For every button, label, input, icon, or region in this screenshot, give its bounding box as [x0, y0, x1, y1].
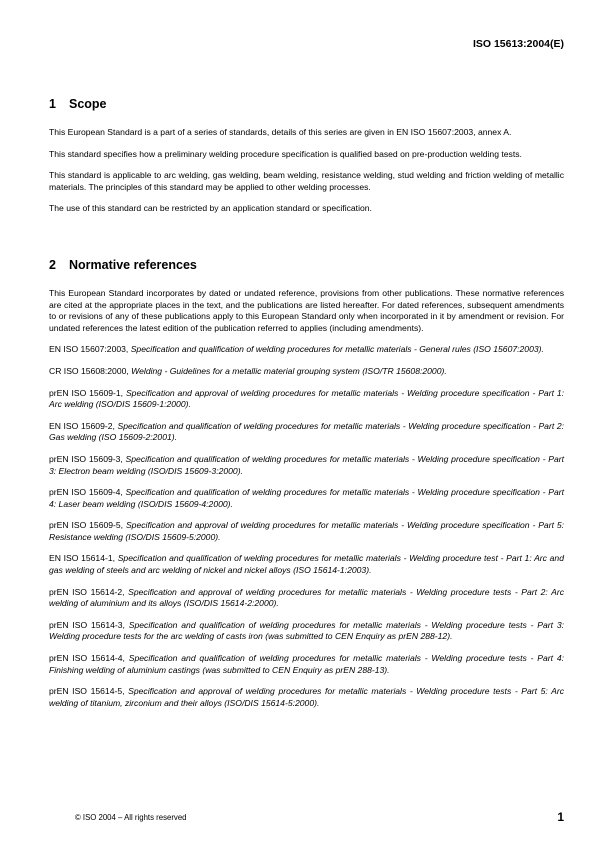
- reference-code: prEN ISO 15614-4,: [49, 653, 129, 664]
- reference-item: [49, 454, 564, 477]
- reference-item: [49, 553, 564, 576]
- scope-paragraph: This standard is applicable to arc welding, gas welding, beam welding, resistance welding, stud welding and friction welding of metallic materials. The principles of this standard may be applied to other welding processes.: [49, 170, 564, 192]
- document-id: ISO 15613:2004(E): [472, 38, 564, 50]
- reference-code: prEN ISO 15614-3,: [49, 619, 129, 630]
- section-2-number: 2: [49, 257, 56, 272]
- reference-item: [49, 587, 564, 610]
- copyright-notice: © ISO 2004 – All rights reserved: [75, 813, 187, 822]
- reference-item: [49, 388, 564, 411]
- reference-item: [49, 520, 564, 543]
- page-content: [49, 97, 564, 709]
- reference-item: [49, 686, 564, 709]
- reference-title: Specification and approval of welding procedures for metallic materials - Welding procedure tests - Part 5: Arc welding of titanium, zirconium and their alloys (ISO/DIS 15614-5:2000).: [49, 686, 564, 708]
- reference-title: Specification and qualification of welding procedures for metallic materials - Welding procedure specification - Part 3: Electron beam welding (ISO/DIS 15609-3:2000).: [49, 453, 564, 476]
- reference-title: Specification and approval of welding procedures for metallic materials - Welding procedure tests - Part 2: Arc welding of aluminium and its alloys (ISO/DIS 15614-2:2000).: [49, 586, 564, 609]
- reference-item: [49, 421, 564, 444]
- reference-code: prEN ISO 15609-3,: [49, 453, 126, 464]
- reference-item: [49, 653, 564, 676]
- reference-title: Specification and qualification of welding procedures for metallic materials - General rules (ISO 15607:2003).: [130, 344, 544, 355]
- scope-paragraph: This standard specifies how a preliminary welding procedure specification is qualified based on pre-production welding tests.: [49, 148, 522, 159]
- reference-item: [49, 620, 564, 643]
- reference-title: Specification and qualification of welding procedures for metallic materials - Welding procedure tests - Part 4: Finishing welding of aluminium castings (was submitted to CEN Enquiry as prEN 288-13).: [49, 653, 564, 675]
- reference-code: prEN ISO 15609-4,: [49, 487, 126, 498]
- reference-code: EN ISO 15607:2003,: [49, 344, 131, 355]
- section-1-heading: [49, 97, 564, 111]
- reference-code: prEN ISO 15614-2,: [49, 586, 129, 597]
- reference-item: [49, 366, 564, 378]
- reference-title: Specification and qualification of welding procedures for metallic materials - Welding procedure tests - Part 3: Welding procedure tests for the arc welding of casts iron (was submitted to CEN Enquiry as prEN 288-12).: [49, 619, 564, 642]
- scope-paragraph: The use of this standard can be restricted by an application standard or specification.: [49, 203, 372, 214]
- section-1-title: Scope: [69, 97, 107, 111]
- section-2-heading: [49, 258, 564, 272]
- reference-code: EN ISO 15614-1,: [49, 553, 118, 564]
- reference-code: EN ISO 15609-2,: [49, 420, 118, 431]
- reference-code: prEN ISO 15609-5,: [49, 520, 126, 531]
- reference-title: Specification and qualification of welding procedures for metallic materials - Welding procedure specification - Part 2: Gas welding (ISO 15609-2:2001).: [49, 420, 564, 443]
- reference-title: Specification and qualification of welding procedures for metallic materials - Welding procedure specification - Part 4: Laser beam welding (ISO/DIS 15609-4:2000).: [49, 487, 564, 509]
- section-1-number: 1: [49, 97, 56, 111]
- section-2-title: Normative references: [69, 257, 197, 272]
- reference-item: [49, 344, 564, 356]
- reference-item: [49, 487, 564, 510]
- scope-paragraph: This European Standard is a part of a series of standards, details of this series are given in EN ISO 15607:2003, annex A.: [49, 127, 512, 137]
- reference-code: CR ISO 15608:2000,: [49, 365, 132, 376]
- page-footer: [75, 812, 564, 826]
- normative-intro: This European Standard incorporates by dated or undated reference, provisions from other publications. These normative references are cited at the appropriate places in the text, and the publications are listed hereafter. For dated references, subsequent amendments to or revisions of any of these publications apply to this European Standard only when incorporated in it by amendment or revision. For undated references the latest edition of the publication referred to applies (including amendments).: [49, 287, 564, 333]
- reference-code: prEN ISO 15614-5,: [49, 686, 129, 697]
- page-number: 1: [557, 810, 564, 824]
- reference-title: Specification and approval of welding procedures for metallic materials - Welding procedure specification - Part 5: Resistance welding (ISO/DIS 15609-5:2000).: [49, 520, 564, 542]
- reference-title: Specification and approval of welding procedures for metallic materials - Welding procedure specification - Part 1: Arc welding (ISO/DIS 15609-1:2000).: [49, 387, 564, 410]
- reference-title: Welding - Guidelines for a metallic material grouping system (ISO/TR 15608:2000).: [131, 365, 447, 376]
- reference-title: Specification and qualification of welding procedures for metallic materials - Welding procedure test - Part 1: Arc and gas welding of steels and arc welding of nickel and nickel alloys (ISO 15614-1:2003).: [49, 553, 564, 576]
- reference-code: prEN ISO 15609-1,: [49, 387, 126, 398]
